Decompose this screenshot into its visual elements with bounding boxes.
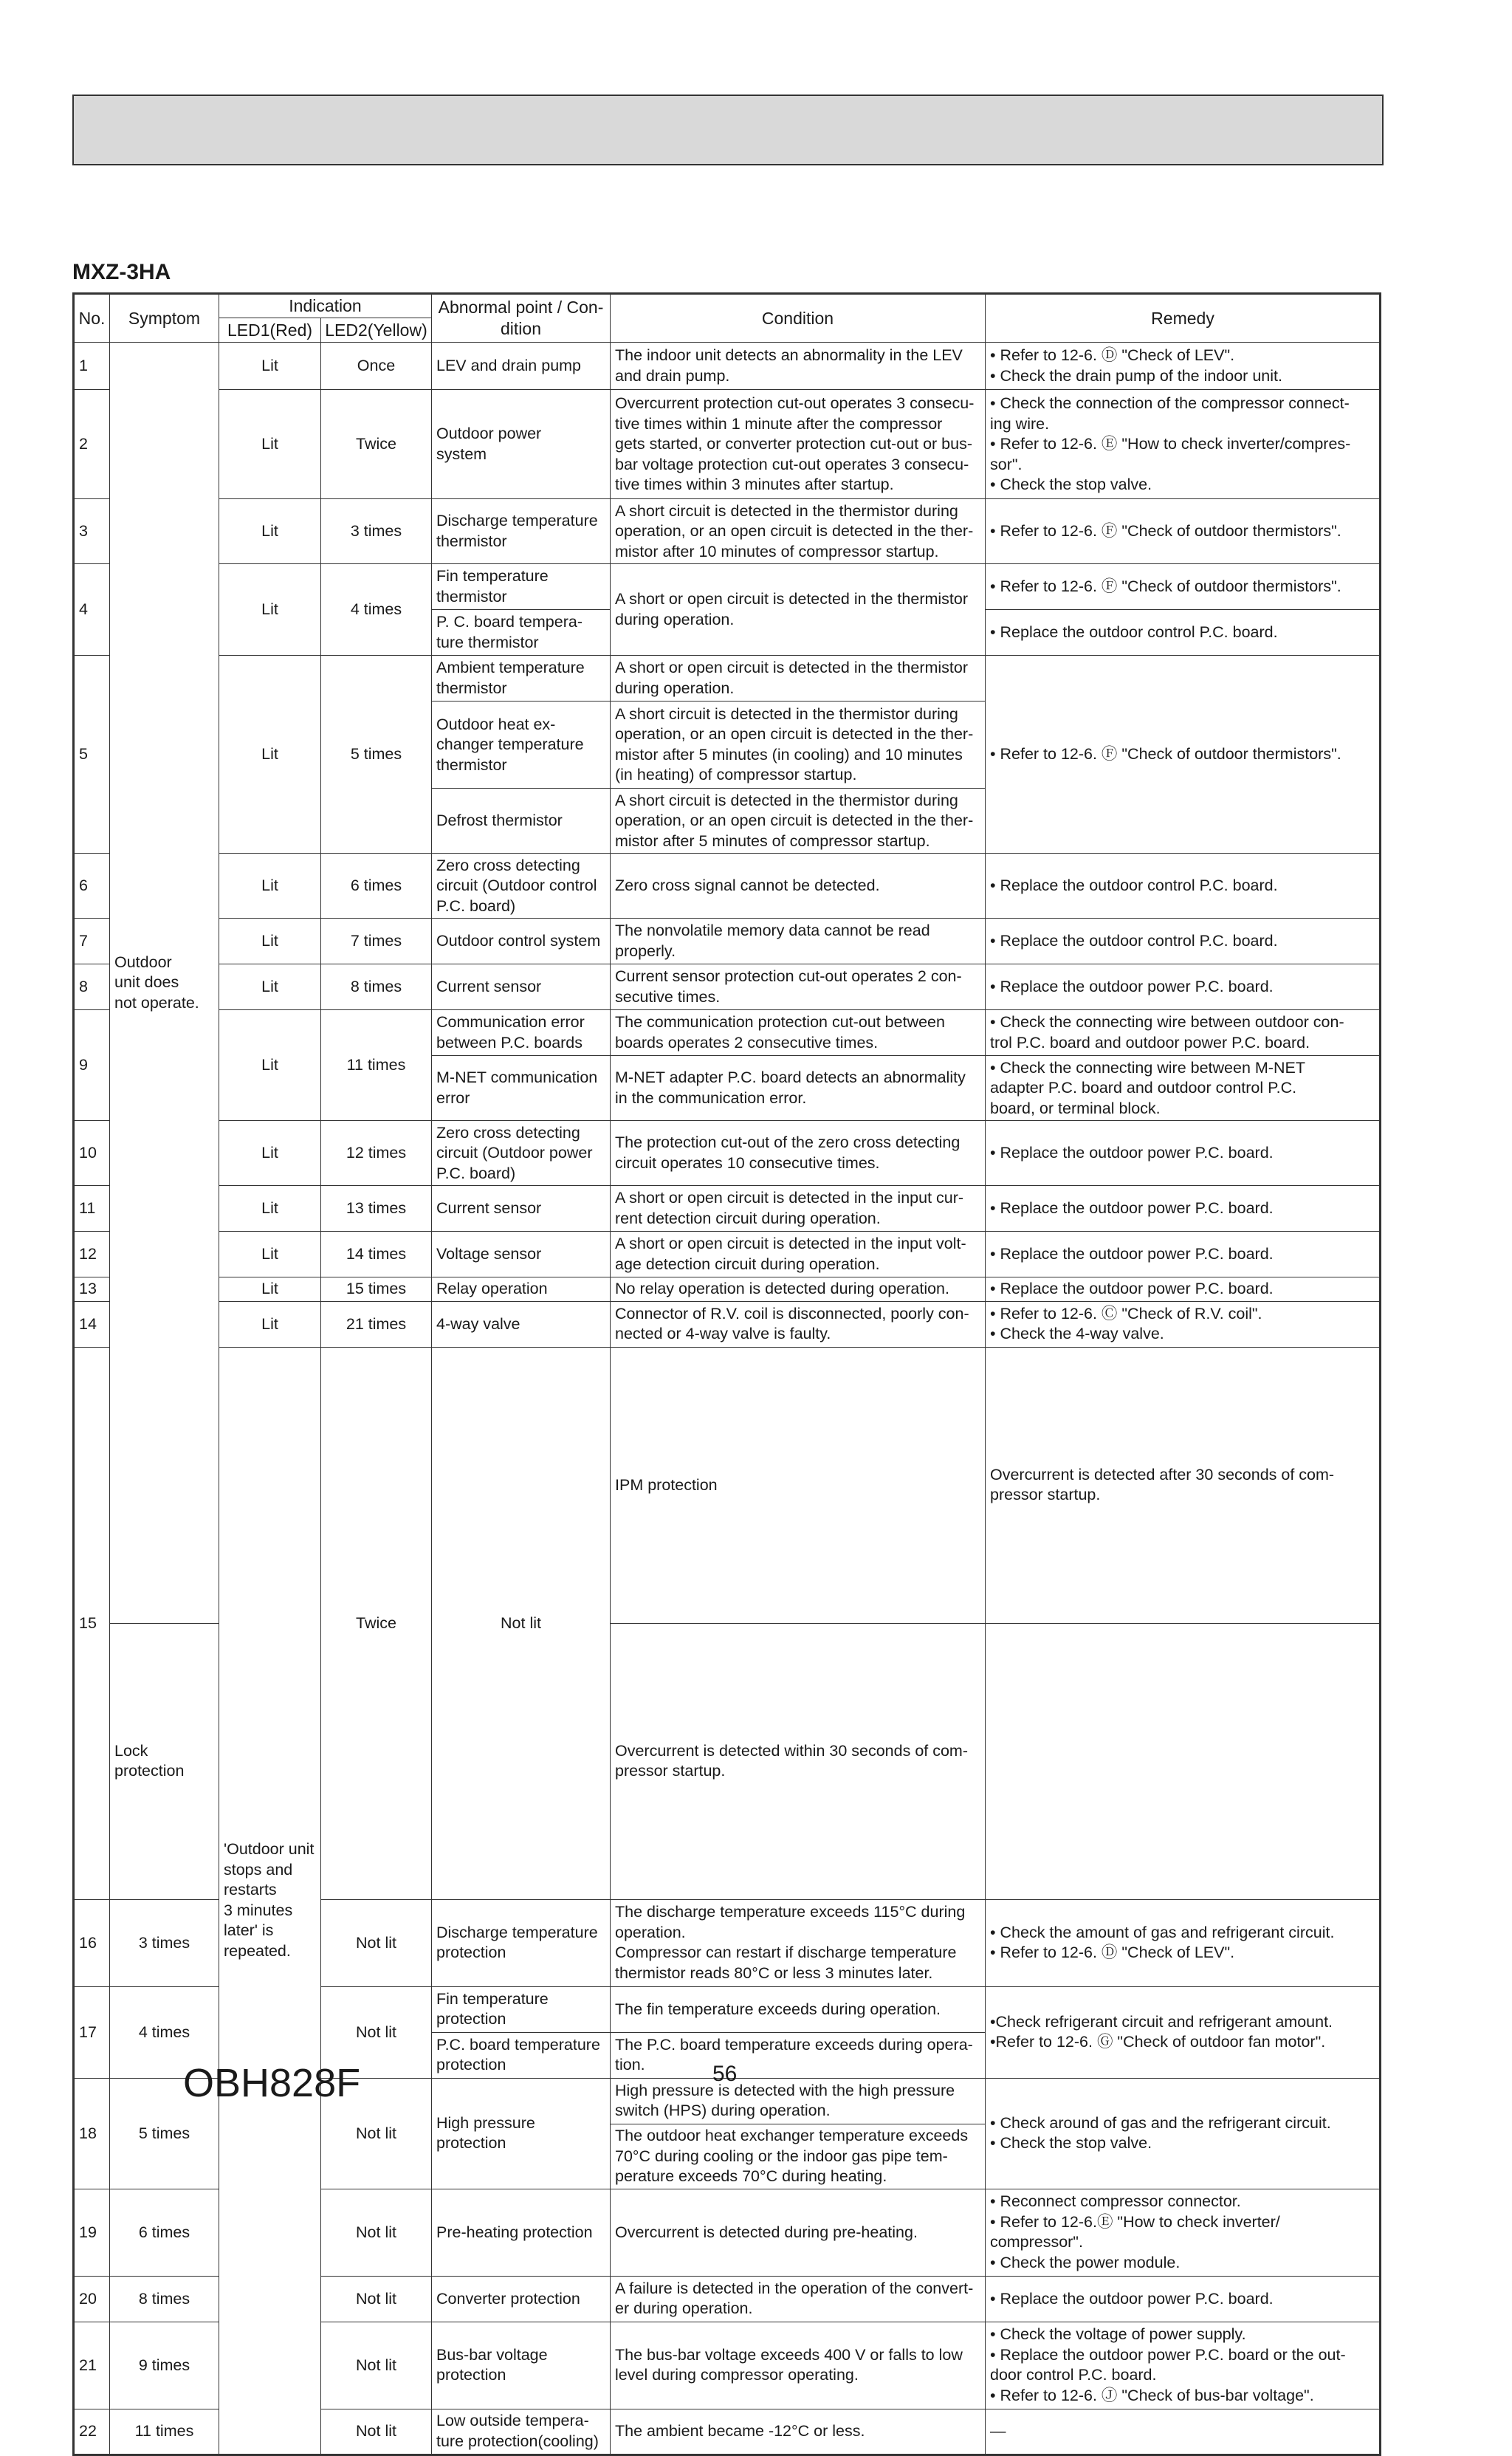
condition-cell: Current sensor protection cut-out operates 2 con- secutive times. [611, 964, 986, 1010]
abnormal-point-cell: P.C. board temperature protection [432, 2032, 611, 2078]
led1-cell: Lit [219, 499, 321, 564]
row-number: 18 [74, 2078, 110, 2189]
remedy-cell: • Check the connection of the compressor connect- ing wire. • Refer to 12-6. Ⓔ "How to check inverter/compres- sor". • Check the stop valve. [986, 390, 1381, 499]
remedy-cell: • Replace the outdoor control P.C. board. [986, 610, 1381, 656]
remedy-cell: • Check the connecting wire between M-NET adapter P.C. board and outdoor control P.C. board, or terminal block. [986, 1056, 1381, 1121]
row-number: 13 [74, 1277, 110, 1302]
header-led2: LED2(Yellow) [321, 318, 432, 343]
led1-cell: Lit [219, 964, 321, 1010]
condition-cell: High pressure is detected with the high pressure switch (HPS) during operation. [611, 2078, 986, 2124]
abnormal-point-cell: Outdoor heat ex- changer temperature thermistor [432, 702, 611, 789]
condition-cell: The fin temperature exceeds during operation. [611, 1986, 986, 2032]
remedy-cell: • Replace the outdoor power P.C. board. [986, 2276, 1381, 2322]
led2-cell: Once [321, 343, 432, 390]
abnormal-point-cell: M-NET communication error [432, 1056, 611, 1121]
led2-cell: 6 times [321, 854, 432, 919]
condition-cell: The bus-bar voltage exceeds 400 V or falls to low level during compressor operating. [611, 2322, 986, 2409]
table-row [74, 343, 1381, 390]
condition-cell: M-NET adapter P.C. board detects an abnormality in the communication error. [611, 1056, 986, 1121]
condition-cell: A short circuit is detected in the thermistor during operation, or an open circuit is detected in the ther- mistor after 5 minutes of compressor startup. [611, 789, 986, 854]
remedy-cell: • Replace the outdoor power P.C. board. [986, 1121, 1381, 1186]
abnormal-point-cell: Zero cross detecting circuit (Outdoor power P.C. board) [432, 1121, 611, 1186]
condition-cell: The nonvolatile memory data cannot be read properly. [611, 919, 986, 964]
condition-cell: A short circuit is detected in the thermistor during operation, or an open circuit is detected in the ther- mistor after 5 minutes (in cooling) and 10 minutes (in heating) of compressor startup. [611, 702, 986, 789]
led1-cell: Lit [219, 1186, 321, 1232]
document-code: OBH828F [183, 2061, 361, 2105]
remedy-cell: • Reconnect compressor connector. • Refer to 12-6.Ⓔ "How to check inverter/ compressor". • Check the power module. [986, 2189, 1381, 2276]
row-number: 8 [74, 964, 110, 1010]
remedy-cell: • Check the connecting wire between outdoor con- trol P.C. board and outdoor power P.C. board. [986, 1010, 1381, 1056]
abnormal-point-cell: Low outside tempera- ture protection(cooling) [432, 2409, 611, 2455]
row-number: 7 [74, 919, 110, 964]
led1-cell: Lit [219, 564, 321, 656]
condition-cell: A failure is detected in the operation of the convert- er during operation. [611, 2276, 986, 2322]
table-row [74, 499, 1381, 564]
remedy-cell: • Replace the outdoor control P.C. board. [986, 854, 1381, 919]
condition-cell: The P.C. board temperature exceeds during opera- tion. [611, 2032, 986, 2078]
condition-cell: A short or open circuit is detected in the thermistor during operation. [611, 564, 986, 656]
abnormal-point-cell: Pre-heating protection [432, 2189, 611, 2276]
table-row [74, 1121, 1381, 1186]
led1-cell: Lit [219, 1277, 321, 1302]
abnormal-point-cell: P. C. board tempera- ture thermistor [432, 610, 611, 656]
condition-cell: Overcurrent is detected within 30 seconds of com- pressor startup. [611, 1623, 986, 1899]
symptom-cell: Outdoor unit does not operate. [110, 343, 219, 1623]
abnormal-point-cell: Converter protection [432, 2276, 611, 2322]
header-indication: Indication [219, 294, 432, 318]
abnormal-point-cell: Ambient temperature thermistor [432, 656, 611, 702]
row-number: 15 [74, 1347, 110, 1899]
abnormal-point-cell: Discharge temperature protection [432, 1899, 611, 1986]
row-number: 6 [74, 854, 110, 919]
header-led1: LED1(Red) [219, 318, 321, 343]
header-remedy: Remedy [986, 294, 1381, 343]
remedy-cell: • Replace the outdoor power P.C. board. [986, 1186, 1381, 1232]
condition-cell: The protection cut-out of the zero cross detecting circuit operates 10 consecutive times. [611, 1121, 986, 1186]
row-number: 17 [74, 1986, 110, 2078]
remedy-cell: •Check refrigerant circuit and refrigerant amount. •Refer to 12-6. Ⓖ "Check of outdoor fan motor". [986, 1986, 1381, 2078]
abnormal-point-cell: IPM protection [611, 1347, 986, 1623]
abnormal-point-cell: High pressure protection [432, 2078, 611, 2189]
condition-cell: A short or open circuit is detected in the input volt- age detection circuit during operation. [611, 1232, 986, 1277]
led2-cell: 4 times [321, 564, 432, 656]
remedy-cell: • Refer to 12-6. Ⓕ "Check of outdoor thermistors". [986, 564, 1381, 610]
led2-cell: Not lit [321, 2189, 432, 2276]
row-number: 11 [74, 1186, 110, 1232]
abnormal-point-cell: Current sensor [432, 964, 611, 1010]
abnormal-point-cell: Current sensor [432, 1186, 611, 1232]
abnormal-point-cell: LEV and drain pump [432, 343, 611, 390]
table-row [74, 1301, 1381, 1347]
table-row [74, 1347, 1381, 1623]
row-number: 2 [74, 390, 110, 499]
row-number: 9 [74, 1010, 110, 1121]
header-symptom: Symptom [110, 294, 219, 343]
led2-cell: Not lit [321, 2322, 432, 2409]
led1-cell: 11 times [110, 2409, 219, 2455]
led2-cell: Twice [321, 390, 432, 499]
abnormal-point-cell: Outdoor control system [432, 919, 611, 964]
remedy-cell: • Refer to 12-6. Ⓓ "Check of LEV". • Check the drain pump of the indoor unit. [986, 343, 1381, 390]
table-row [74, 964, 1381, 1010]
led1-cell: 6 times [110, 2189, 219, 2276]
condition-cell: No relay operation is detected during operation. [611, 1277, 986, 1302]
abnormal-point-cell: 4-way valve [432, 1301, 611, 1347]
row-number: 19 [74, 2189, 110, 2276]
condition-cell: The discharge temperature exceeds 115°C during operation. Compressor can restart if discharge temperature thermistor reads 80°C or less 3 minutes later. [611, 1899, 986, 1986]
table-row [74, 1186, 1381, 1232]
abnormal-point-cell: Voltage sensor [432, 1232, 611, 1277]
remedy-cell: • Replace the outdoor power P.C. board. [986, 1277, 1381, 1302]
table-row [74, 1010, 1381, 1056]
led2-cell: 5 times [321, 656, 432, 854]
condition-cell: A short or open circuit is detected in the input cur- rent detection circuit during operation. [611, 1186, 986, 1232]
abnormal-point-cell: Bus-bar voltage protection [432, 2322, 611, 2409]
row-number: 12 [74, 1232, 110, 1277]
page-number: 56 [712, 2062, 738, 2086]
header-abnormal-point: Abnormal point / Con- dition [432, 294, 611, 343]
condition-cell: Connector of R.V. coil is disconnected, poorly con- nected or 4-way valve is faulty. [611, 1301, 986, 1347]
led1-cell: Lit [219, 656, 321, 854]
led1-cell: 3 times [110, 1899, 219, 1986]
table-row [74, 854, 1381, 919]
abnormal-point-cell: Communication error between P.C. boards [432, 1010, 611, 1056]
row-number: 4 [74, 564, 110, 656]
remedy-cell: • Replace the outdoor power P.C. board. [986, 964, 1381, 1010]
remedy-cell: — [986, 2409, 1381, 2455]
led2-cell: 21 times [321, 1301, 432, 1347]
led1-cell: 5 times [110, 2078, 219, 2189]
remedy-cell: • Replace the outdoor control P.C. board. [986, 919, 1381, 964]
abnormal-point-cell: Lock protection [110, 1623, 219, 1899]
led1-cell: Lit [219, 390, 321, 499]
led1-cell: Lit [219, 1301, 321, 1347]
header-no: No. [74, 294, 110, 343]
row-number: 16 [74, 1899, 110, 1986]
abnormal-point-cell: Defrost thermistor [432, 789, 611, 854]
led2-cell: 8 times [321, 964, 432, 1010]
led1-cell: Lit [219, 1010, 321, 1121]
model-title: MXZ-3HA [72, 260, 171, 284]
remedy-cell: • Check the voltage of power supply. • Replace the outdoor power P.C. board or the out- door control P.C. board. • Refer to 12-6. Ⓙ "Check of bus-bar voltage". [986, 2322, 1381, 2409]
led2-cell: 15 times [321, 1277, 432, 1302]
condition-cell: The communication protection cut-out between boards operates 2 consecutive times. [611, 1010, 986, 1056]
row-number: 20 [74, 2276, 110, 2322]
header-condition: Condition [611, 294, 986, 343]
led1-cell: Twice [321, 1347, 432, 1899]
table-row [74, 294, 1381, 318]
table-row [74, 1277, 1381, 1302]
condition-cell: Overcurrent protection cut-out operates 3 consecu- tive times within 1 minute after the compressor gets started, or converter protection cut-out or bus- bar voltage protection cut-out operates 3 consecu- tive times within 3 minutes after startup. [611, 390, 986, 499]
abnormal-point-cell: Fin temperature thermistor [432, 564, 611, 610]
condition-cell: Overcurrent is detected during pre-heating. [611, 2189, 986, 2276]
led1-cell: Lit [219, 854, 321, 919]
table-row [74, 919, 1381, 964]
remedy-cell: • Check the amount of gas and refrigerant circuit. • Refer to 12-6. Ⓓ "Check of LEV". [986, 1899, 1381, 1986]
led2-cell: 7 times [321, 919, 432, 964]
condition-cell: The indoor unit detects an abnormality in the LEV and drain pump. [611, 343, 986, 390]
row-number: 22 [74, 2409, 110, 2455]
condition-cell: A short or open circuit is detected in the thermistor during operation. [611, 656, 986, 702]
row-number: 10 [74, 1121, 110, 1186]
led2-cell: 3 times [321, 499, 432, 564]
abnormal-point-cell: Relay operation [432, 1277, 611, 1302]
led2-cell: Not lit [321, 1899, 432, 1986]
led2-cell: Not lit [321, 2078, 432, 2189]
led1-cell: Lit [219, 1121, 321, 1186]
table-row [74, 656, 1381, 702]
remedy-cell: • Refer to 12-6. Ⓒ "Check of R.V. coil". • Check the 4-way valve. [986, 1301, 1381, 1347]
row-number: 5 [74, 656, 110, 854]
abnormal-point-cell: Zero cross detecting circuit (Outdoor control P.C. board) [432, 854, 611, 919]
row-number: 14 [74, 1301, 110, 1347]
led2-cell: 12 times [321, 1121, 432, 1186]
led1-cell: 4 times [110, 1986, 219, 2078]
led2-cell: 14 times [321, 1232, 432, 1277]
led2-cell: 13 times [321, 1186, 432, 1232]
led1-cell: 8 times [110, 2276, 219, 2322]
condition-cell: The outdoor heat exchanger temperature exceeds 70°C during cooling or the indoor gas pipe tem- perature exceeds 70°C during heating. [611, 2124, 986, 2189]
condition-cell: A short circuit is detected in the thermistor during operation, or an open circuit is detected in the ther- mistor after 10 minutes of compressor startup. [611, 499, 986, 564]
led2-cell: Not lit [321, 2276, 432, 2322]
condition-cell: The ambient became -12°C or less. [611, 2409, 986, 2455]
led1-cell: Lit [219, 1232, 321, 1277]
table-row [74, 390, 1381, 499]
remedy-cell: • Refer to 12-6. Ⓕ "Check of outdoor thermistors". [986, 656, 1381, 854]
remedy-cell: • Replace the outdoor power P.C. board. [986, 1232, 1381, 1277]
diagnosis-table [72, 292, 1381, 2456]
remedy-cell: • Check around of gas and the refrigerant circuit. • Check the stop valve. [986, 2078, 1381, 2189]
led1-cell: Lit [219, 919, 321, 964]
led1-cell: Lit [219, 343, 321, 390]
abnormal-point-cell: Fin temperature protection [432, 1986, 611, 2032]
condition-cell: Overcurrent is detected after 30 seconds of com- pressor startup. [986, 1347, 1381, 1623]
row-number: 1 [74, 343, 110, 390]
remedy-cell: • Refer to 12-6. Ⓕ "Check of outdoor thermistors". [986, 499, 1381, 564]
led2-cell: 11 times [321, 1010, 432, 1121]
table-row [74, 564, 1381, 610]
table-row [74, 1232, 1381, 1277]
led2-cell: Not lit [321, 1986, 432, 2078]
row-number: 3 [74, 499, 110, 564]
abnormal-point-cell: Outdoor power system [432, 390, 611, 499]
header-bar [72, 95, 1384, 165]
condition-cell: Zero cross signal cannot be detected. [611, 854, 986, 919]
led2-cell: Not lit [432, 1347, 611, 1899]
led2-cell: Not lit [321, 2409, 432, 2455]
led1-cell: 9 times [110, 2322, 219, 2409]
symptom-cell: 'Outdoor unit stops and restarts 3 minutes later' is repeated. [219, 1347, 321, 2455]
abnormal-point-cell: Discharge temperature thermistor [432, 499, 611, 564]
row-number: 21 [74, 2322, 110, 2409]
